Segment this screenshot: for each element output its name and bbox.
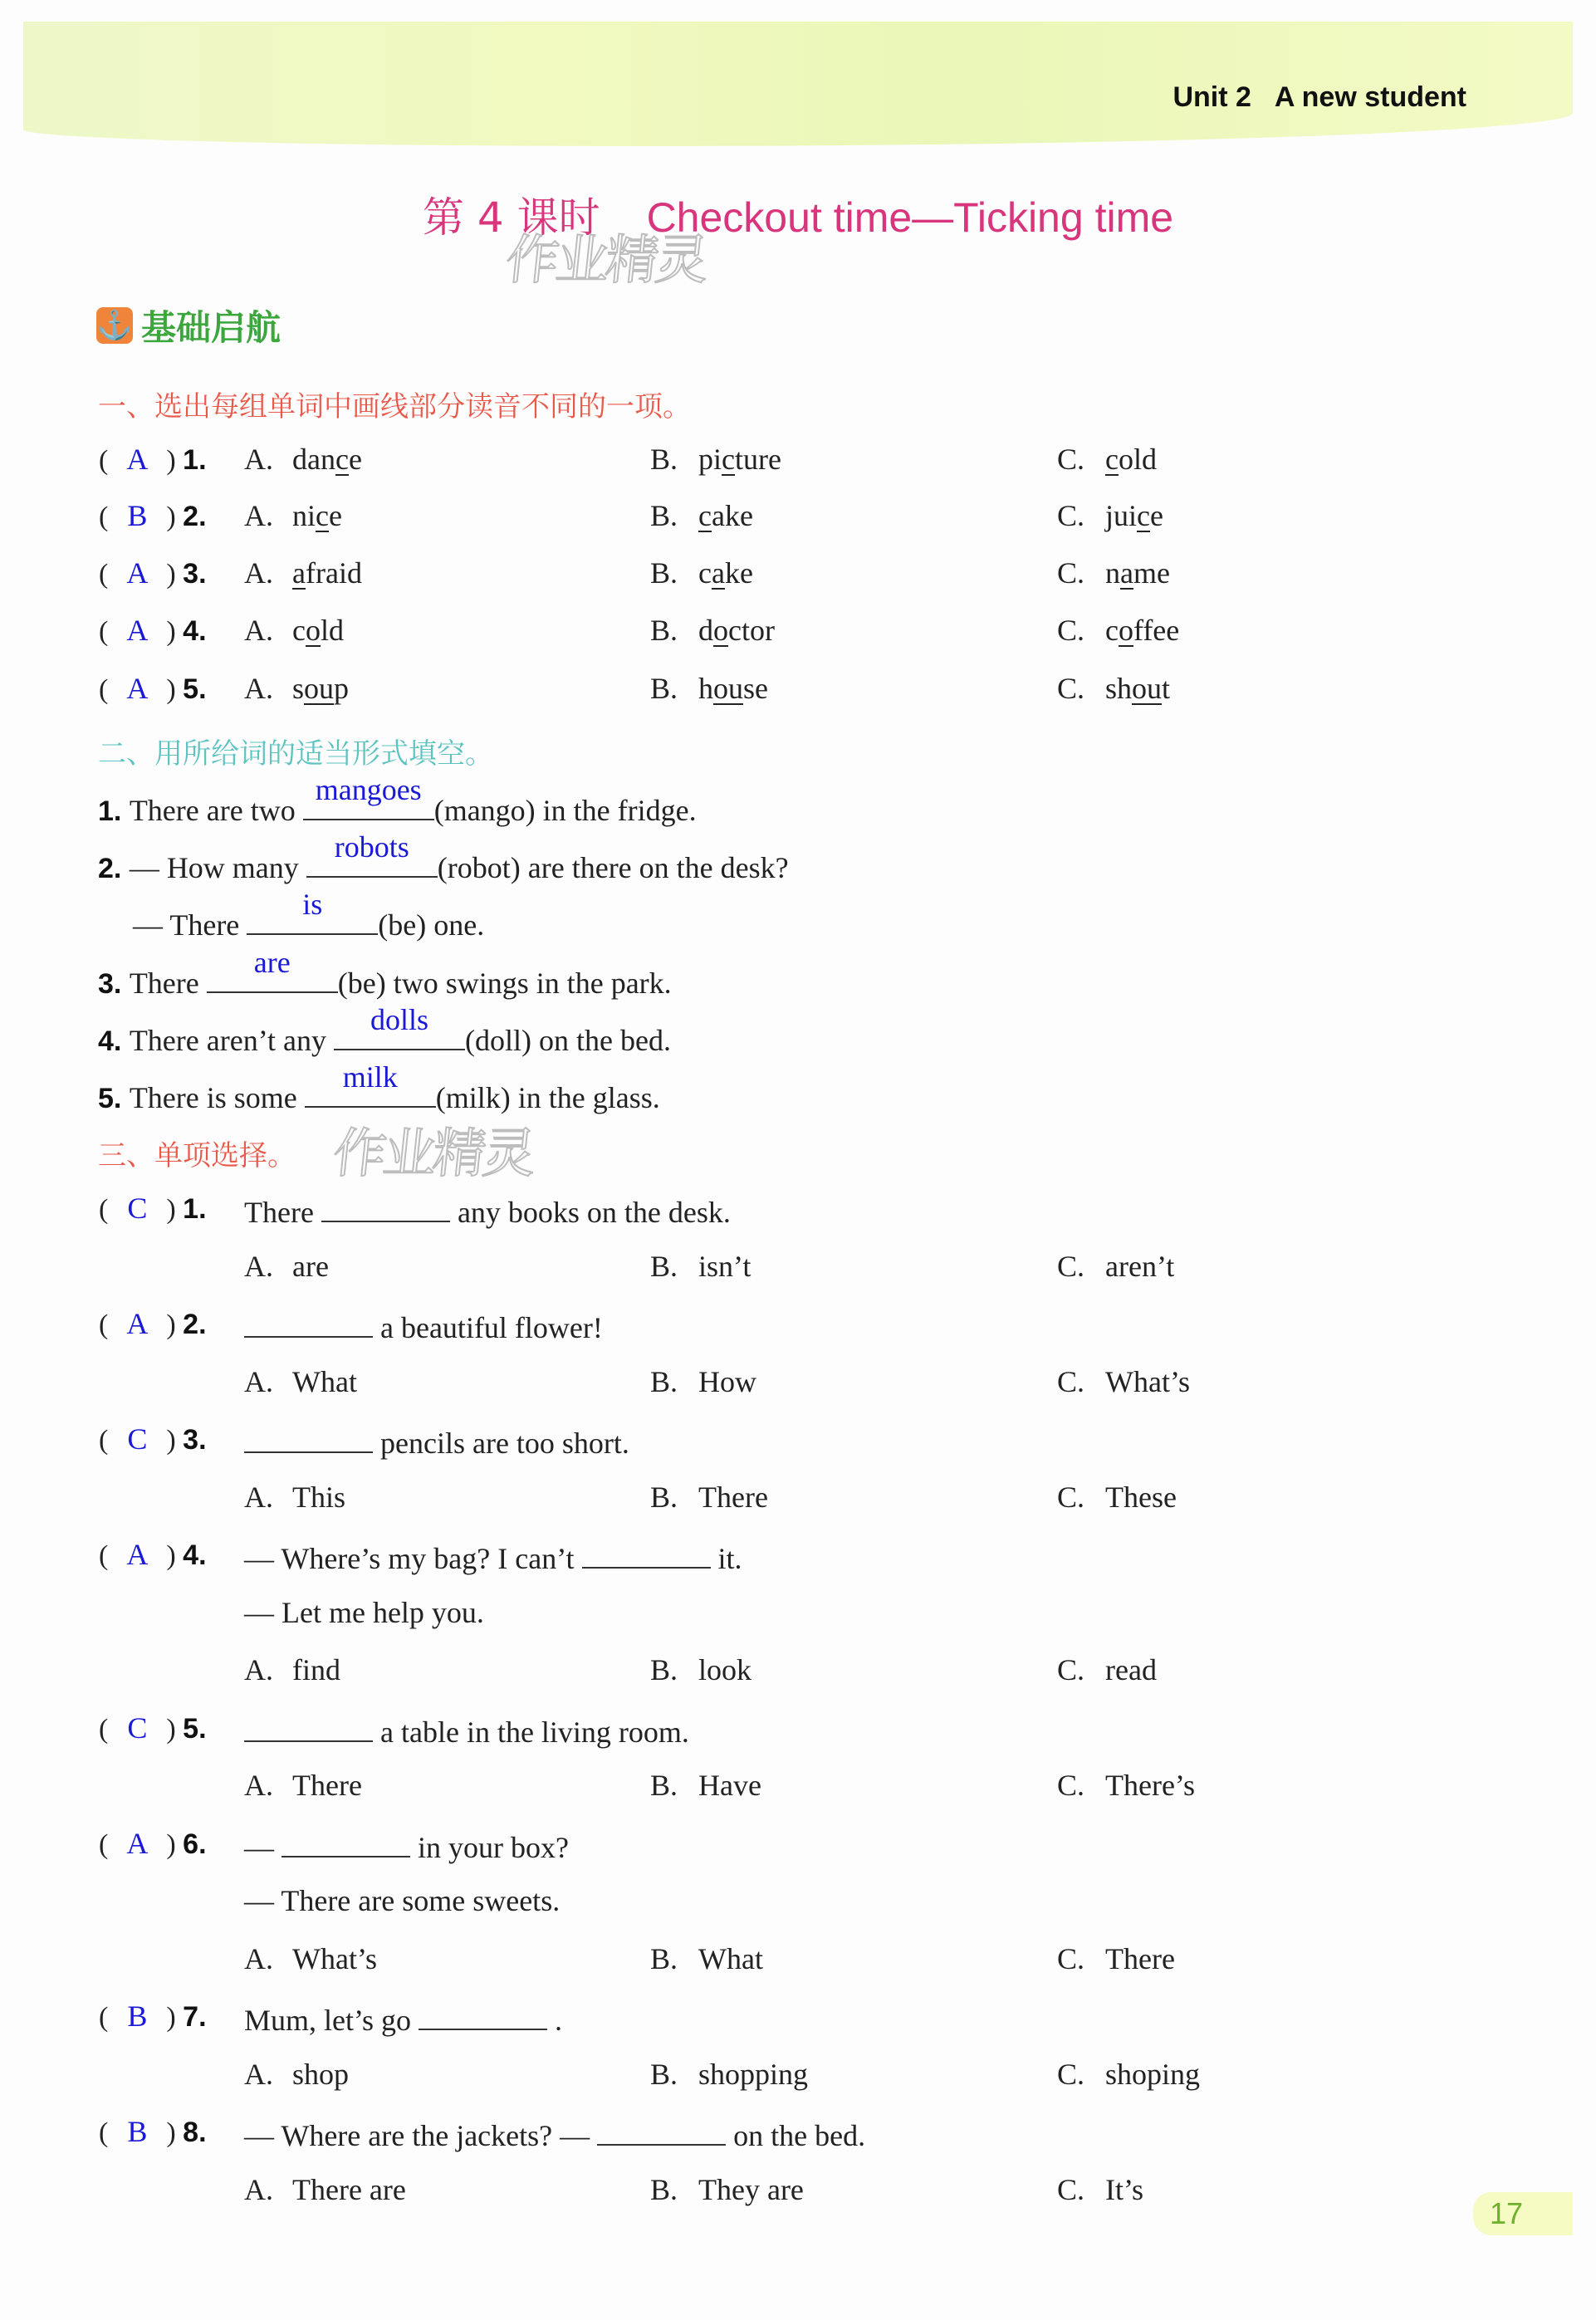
- underlined-part: a: [292, 556, 306, 590]
- watermark: 作业精灵: [502, 230, 709, 291]
- sentence-start: — There: [133, 908, 247, 942]
- answer-value[interactable]: B: [127, 1999, 148, 2033]
- fill-in-row: [98, 773, 697, 828]
- answer-value[interactable]: B: [127, 499, 148, 532]
- answer-value[interactable]: C: [127, 1192, 148, 1225]
- question-end: on the bed.: [726, 2119, 866, 2152]
- option-a: [244, 1364, 357, 1399]
- section3-title: 三、单项选择。: [98, 1139, 296, 1172]
- question-number: 2.: [183, 1309, 207, 1340]
- option-word: What: [698, 1941, 763, 1975]
- lesson-number: 第 4 课时: [422, 193, 600, 242]
- sentence-start: — How many: [129, 851, 306, 884]
- option-word: There: [292, 1769, 362, 1802]
- unit-title: A new student: [1274, 81, 1466, 113]
- answer-bracket: ( A ) 2.: [99, 1307, 207, 1340]
- question-number: 4.: [98, 1025, 130, 1057]
- option-word: shopping: [698, 2057, 809, 2091]
- question-number: 4.: [183, 1539, 207, 1571]
- answer-value[interactable]: A: [126, 443, 149, 476]
- filled-answer: is: [302, 888, 323, 921]
- answer-blank[interactable]: [334, 1003, 465, 1050]
- option-word: afraid: [292, 556, 362, 590]
- option-word: aren’t: [1105, 1249, 1175, 1283]
- option-c: [1057, 671, 1170, 706]
- option-letter: C.: [1057, 2172, 1085, 2206]
- anchor-icon: ⚓: [96, 307, 133, 344]
- option-word: cake: [698, 499, 753, 532]
- blank-line[interactable]: [582, 1537, 711, 1569]
- question-number: 4.: [183, 615, 207, 647]
- option-letter: B.: [650, 443, 678, 476]
- option-word: How: [698, 1364, 756, 1398]
- option-word: shout: [1105, 672, 1171, 705]
- option-a: [244, 2057, 349, 2092]
- option-letter: A.: [244, 614, 273, 647]
- option-c: [1057, 613, 1179, 648]
- answer-blank[interactable]: [207, 946, 338, 993]
- option-letter: B.: [650, 1249, 678, 1283]
- option-letter: A.: [244, 556, 273, 590]
- fill-in-row: [133, 888, 485, 942]
- answer-bracket: ( A ) 4.: [99, 1538, 207, 1571]
- answer-bracket: ( A ) 6.: [99, 1826, 207, 1860]
- answer-bracket: ( A ) 3.: [99, 556, 207, 590]
- option-letter: C.: [1057, 556, 1085, 590]
- blank-line[interactable]: [282, 1826, 410, 1857]
- option-letter: A.: [244, 1769, 273, 1802]
- option-b: [650, 1652, 751, 1687]
- section-banner: [96, 301, 281, 350]
- option-word: read: [1105, 1653, 1157, 1686]
- option-word: picture: [698, 443, 781, 476]
- option-word: cold: [292, 614, 344, 647]
- option-c: [1057, 498, 1163, 533]
- sentence-end: (doll) on the bed.: [465, 1024, 671, 1057]
- answer-value[interactable]: C: [127, 1711, 148, 1745]
- answer-bracket: ( B ) 2.: [99, 499, 207, 532]
- option-word: cake: [698, 556, 753, 590]
- answer-blank[interactable]: [303, 773, 434, 820]
- fill-in-row: [98, 946, 672, 1001]
- section2-title: 二、用所给词的适当形式填空。: [98, 737, 493, 771]
- question-number: 1.: [183, 1193, 207, 1225]
- underlined-part: c: [335, 443, 349, 476]
- question-number: 3.: [98, 968, 130, 1000]
- question-text: [244, 2114, 865, 2153]
- watermark: 作业精灵: [330, 1123, 536, 1185]
- question-number: 2.: [183, 501, 207, 532]
- sentence-end: (robot) are there on the desk?: [437, 851, 789, 884]
- option-word: juice: [1105, 499, 1163, 532]
- page-number: 17: [1473, 2192, 1573, 2235]
- option-b: [650, 556, 753, 590]
- question-end: a beautiful flower!: [373, 1311, 603, 1344]
- question-number: 8.: [183, 2117, 207, 2148]
- question-number: 5.: [183, 673, 207, 705]
- fill-in-row: [98, 1060, 660, 1115]
- option-word: There are: [292, 2172, 406, 2206]
- option-a: [244, 442, 362, 477]
- option-letter: A.: [244, 1941, 273, 1975]
- option-letter: B.: [650, 2057, 678, 2091]
- answer-value[interactable]: A: [126, 1826, 149, 1860]
- question-number: 5.: [98, 1083, 130, 1114]
- option-word: dance: [292, 443, 362, 476]
- answer-value[interactable]: C: [127, 1422, 148, 1456]
- answer-value[interactable]: A: [126, 614, 149, 647]
- option-letter: A.: [244, 2057, 273, 2091]
- option-a: [244, 1480, 345, 1515]
- answer-blank[interactable]: [306, 830, 438, 878]
- question-number: 3.: [183, 558, 207, 590]
- question-start: —: [244, 1830, 282, 1864]
- answer-bracket: ( B ) 7.: [99, 1999, 207, 2033]
- option-letter: C.: [1057, 1480, 1085, 1514]
- answer-blank[interactable]: [247, 888, 378, 935]
- option-c: [1057, 1941, 1175, 1976]
- option-word: shoping: [1105, 2057, 1201, 2091]
- question-number: 6.: [183, 1828, 207, 1860]
- sentence-start: There: [129, 967, 207, 1000]
- answer-blank[interactable]: [305, 1060, 436, 1108]
- question-end: a table in the living room.: [373, 1715, 689, 1749]
- lesson-title: [0, 184, 1596, 244]
- option-c: [1057, 442, 1157, 477]
- option-letter: C.: [1057, 1941, 1085, 1975]
- filled-answer: are: [253, 946, 291, 979]
- fill-in-row: [98, 830, 789, 885]
- answer-bracket: ( A ) 4.: [99, 614, 207, 647]
- underlined-part: o: [1118, 614, 1133, 647]
- option-letter: C.: [1057, 443, 1085, 476]
- sentence-start: There aren’t any: [129, 1024, 335, 1057]
- option-letter: B.: [650, 1941, 678, 1975]
- question-end: .: [547, 2004, 563, 2037]
- section1-title: 一、选出每组单词中画线部分读音不同的一项。: [98, 390, 691, 423]
- reply-text: — There are some sweets.: [244, 1884, 561, 1917]
- option-letter: C.: [1057, 499, 1085, 532]
- question-text: [244, 1422, 629, 1461]
- sentence-end: (be) one.: [378, 908, 485, 942]
- underlined-part: a: [711, 556, 725, 590]
- option-b: [650, 442, 781, 477]
- option-word: What’s: [1105, 1364, 1190, 1398]
- question-text: [244, 1711, 689, 1750]
- underlined-part: ou: [713, 672, 743, 705]
- option-letter: B.: [650, 1364, 678, 1398]
- option-letter: B.: [650, 1769, 678, 1802]
- underlined-part: c: [1137, 499, 1150, 532]
- option-b: [650, 2057, 808, 2092]
- filled-answer: milk: [342, 1060, 398, 1094]
- blank-line[interactable]: [321, 1191, 450, 1222]
- question-number: 3.: [183, 1424, 207, 1456]
- option-c: [1057, 2172, 1143, 2207]
- option-letter: B.: [650, 2172, 678, 2206]
- question-start: — Where’s my bag? I can’t: [244, 1542, 582, 1575]
- answer-bracket: ( C ) 5.: [99, 1711, 207, 1745]
- sentence-start: There are two: [129, 794, 303, 827]
- option-letter: A.: [244, 499, 273, 532]
- option-letter: A.: [244, 2172, 273, 2206]
- option-word: shop: [292, 2057, 350, 2091]
- reply-text: — Let me help you.: [244, 1595, 484, 1629]
- question-number: 7.: [183, 2001, 207, 2033]
- option-a: [244, 671, 349, 706]
- option-c: [1057, 1249, 1174, 1284]
- question-start: There: [244, 1196, 321, 1229]
- sentence-start: There is some: [129, 1081, 305, 1114]
- underlined-part: a: [1120, 556, 1133, 590]
- option-letter: B.: [650, 672, 678, 705]
- option-c: [1057, 1480, 1177, 1515]
- option-letter: C.: [1057, 1364, 1085, 1398]
- option-word: There’s: [1105, 1769, 1195, 1802]
- option-letter: A.: [244, 1653, 273, 1686]
- option-word: There: [698, 1480, 768, 1514]
- sentence-end: (mango) in the fridge.: [433, 794, 697, 827]
- option-b: [650, 2172, 804, 2207]
- option-word: There: [1105, 1941, 1175, 1975]
- option-word: house: [698, 672, 768, 705]
- option-letter: C.: [1057, 1769, 1085, 1802]
- unit-header: [1173, 81, 1466, 114]
- option-a: [244, 556, 362, 590]
- underlined-part: c: [698, 499, 712, 532]
- answer-value[interactable]: A: [126, 672, 149, 705]
- answer-bracket: ( A ) 5.: [99, 672, 207, 705]
- answer-bracket: ( C ) 3.: [99, 1422, 207, 1456]
- question-text: [244, 1826, 569, 1865]
- option-c: [1057, 1768, 1195, 1803]
- question-start: Mum, let’s go: [244, 2004, 419, 2037]
- option-b: [650, 613, 775, 648]
- option-b: [650, 1768, 761, 1803]
- option-letter: C.: [1057, 1249, 1085, 1283]
- question-text: [244, 1306, 603, 1345]
- option-letter: A.: [244, 1480, 273, 1514]
- option-word: These: [1105, 1480, 1177, 1514]
- option-word: This: [292, 1480, 346, 1514]
- option-word: cold: [1105, 443, 1157, 476]
- option-b: [650, 1480, 768, 1515]
- answer-bracket: ( C ) 1.: [99, 1192, 207, 1225]
- sentence-end: (be) two swings in the park.: [337, 967, 672, 1000]
- option-a: [244, 1768, 362, 1803]
- question-start: — Where are the jackets? —: [244, 2119, 598, 2152]
- filled-answer: mangoes: [315, 773, 422, 806]
- question-number: 1.: [183, 444, 207, 476]
- option-letter: C.: [1057, 672, 1085, 705]
- option-letter: C.: [1057, 614, 1085, 647]
- lesson-name: Checkout time—Ticking time: [646, 194, 1174, 241]
- sentence-end: (milk) in the glass.: [435, 1081, 660, 1114]
- answer-value[interactable]: A: [126, 1307, 149, 1340]
- filled-answer: dolls: [370, 1003, 429, 1036]
- option-word: isn’t: [698, 1249, 751, 1283]
- option-letter: C.: [1057, 1653, 1085, 1686]
- option-a: [244, 498, 342, 533]
- option-b: [650, 1941, 763, 1976]
- blank-line[interactable]: [244, 1422, 373, 1453]
- option-letter: B.: [650, 1653, 678, 1686]
- blank-line[interactable]: [419, 1999, 547, 2030]
- option-word: soup: [292, 672, 350, 705]
- option-letter: C.: [1057, 2057, 1085, 2091]
- option-word: Have: [698, 1769, 761, 1802]
- option-word: They are: [698, 2172, 804, 2206]
- blank-line[interactable]: [244, 1711, 373, 1742]
- option-c: [1057, 1652, 1157, 1687]
- option-a: [244, 613, 344, 648]
- option-letter: B.: [650, 556, 678, 590]
- option-letter: B.: [650, 499, 678, 532]
- option-word: doctor: [698, 614, 775, 647]
- answer-value[interactable]: A: [126, 1538, 149, 1571]
- question-number: 2.: [98, 853, 130, 884]
- option-letter: B.: [650, 614, 678, 647]
- underlined-part: ou: [304, 672, 335, 705]
- option-a: [244, 2172, 406, 2207]
- underlined-part: o: [305, 614, 321, 647]
- filled-answer: robots: [334, 830, 409, 864]
- question-number: 1.: [98, 795, 130, 827]
- option-word: What’s: [292, 1941, 377, 1975]
- option-c: [1057, 2057, 1200, 2092]
- option-a: [244, 1652, 340, 1687]
- option-word: find: [292, 1653, 340, 1686]
- option-letter: A.: [244, 443, 273, 476]
- underlined-part: c: [1105, 443, 1119, 476]
- question-text: [244, 1999, 562, 2038]
- option-word: name: [1105, 556, 1170, 590]
- option-word: It’s: [1105, 2172, 1144, 2206]
- option-word: are: [292, 1249, 329, 1283]
- fill-in-row: [98, 1003, 671, 1058]
- option-word: nice: [292, 499, 342, 532]
- option-c: [1057, 556, 1170, 590]
- option-c: [1057, 1364, 1190, 1399]
- underlined-part: c: [722, 443, 735, 476]
- option-word: coffee: [1105, 614, 1180, 647]
- answer-value[interactable]: B: [127, 2115, 148, 2148]
- question-end: it.: [710, 1542, 742, 1575]
- option-letter: A.: [244, 1364, 273, 1398]
- question-end: pencils are too short.: [373, 1427, 629, 1460]
- option-b: [650, 1364, 756, 1399]
- option-b: [650, 1249, 751, 1284]
- blank-line[interactable]: [244, 1306, 373, 1338]
- banner-label: 基础启航: [141, 307, 282, 348]
- blank-line[interactable]: [597, 2114, 726, 2146]
- option-b: [650, 671, 768, 706]
- option-b: [650, 498, 753, 533]
- answer-bracket: ( B ) 8.: [99, 2115, 207, 2148]
- option-letter: A.: [244, 1249, 273, 1283]
- question-end: in your box?: [410, 1830, 569, 1864]
- option-word: What: [292, 1364, 357, 1398]
- option-a: [244, 1249, 329, 1284]
- option-letter: A.: [244, 672, 273, 705]
- underlined-part: c: [316, 499, 329, 532]
- underlined-part: o: [713, 614, 728, 647]
- question-text: [244, 1537, 742, 1576]
- answer-value[interactable]: A: [126, 556, 149, 590]
- question-number: 5.: [183, 1712, 207, 1745]
- option-letter: B.: [650, 1480, 678, 1514]
- unit-number: Unit 2: [1173, 81, 1251, 113]
- option-a: [244, 1941, 377, 1976]
- option-word: look: [698, 1653, 752, 1686]
- question-end: any books on the desk.: [449, 1196, 731, 1229]
- answer-bracket: ( A ) 1.: [99, 443, 207, 476]
- question-text: [244, 1191, 731, 1230]
- underlined-part: ou: [1132, 672, 1163, 705]
